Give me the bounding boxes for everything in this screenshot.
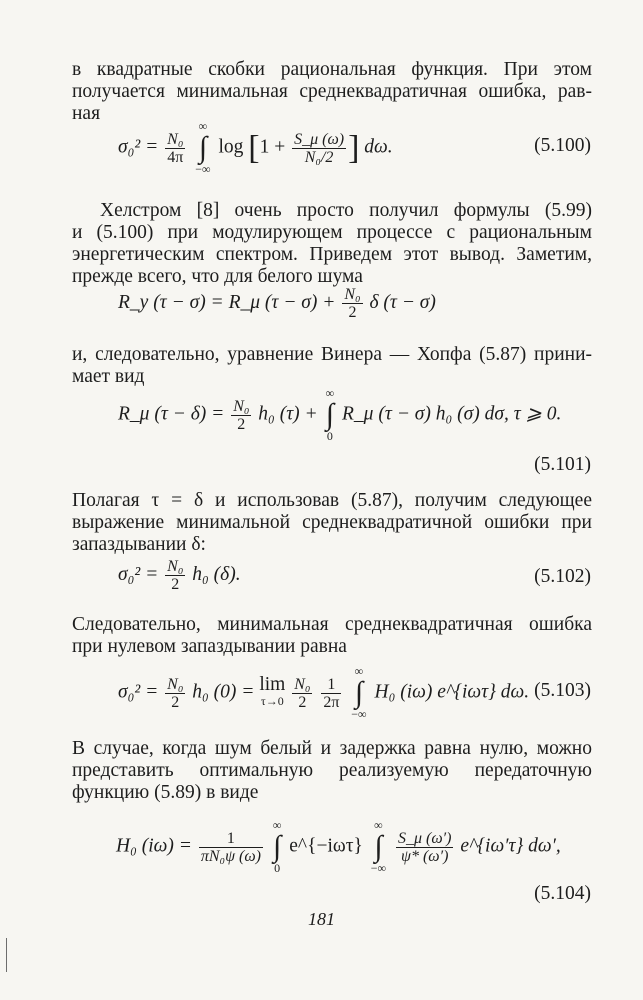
equation-5-102 (0, 558, 643, 593)
text-line: запаздывании δ: (72, 534, 206, 555)
eq-fraction: $\frac{\text{N₀}}{2}$ (233, 397, 250, 433)
text-line: Следовательно, минимальная среднеквадратичная ошибка (72, 614, 592, 635)
eq-mid: e^{−iωτ} (289, 835, 363, 857)
text-line: и (5.100) при модулирующем процессе с рациональным (72, 222, 592, 243)
text-line: представить оптимальную реализуемую передаточную (72, 760, 592, 781)
eq-fraction: $\frac{1}{2\pi}$ (323, 675, 340, 711)
eq-fraction: $\frac{\text{N₀}}{4\pi}$ (167, 130, 184, 166)
eq-tail: δ (τ − σ) (369, 291, 436, 313)
text-line: мает вид (72, 366, 145, 387)
equation-number: (5.103) (534, 680, 591, 701)
eq-tail: h₀ (δ). (192, 563, 241, 585)
text-line: при нулевом запаздывании равна (72, 636, 347, 657)
eq-tail: dω. (364, 136, 393, 158)
eq-lhs: σ₀² = (118, 681, 159, 703)
text-line: и, следовательно, уравнение Винера — Хопфа (5.87) прини- (72, 344, 592, 365)
eq-lhs: σ₀² = (118, 563, 159, 585)
eq-fraction: $\frac{\text{N₀}}{2}$ (167, 675, 184, 711)
integral-sign: ∞ ∫ 0 (325, 386, 335, 443)
equation-5-101 (0, 386, 643, 475)
limit-operator: lim τ→0 (259, 674, 286, 708)
text-line: Полагая τ = δ и использовав (5.87), получим следующее (72, 490, 592, 511)
eq-fraction: $\frac{\text{N₀}}{2}$ (344, 286, 361, 321)
eq-tail: R_μ (τ − σ) h₀ (σ) dσ, τ ⩾ 0. (342, 403, 562, 425)
integral-sign: ∞ ∫ −∞ (351, 664, 367, 721)
eq-fraction: $\frac{\text{N₀}}{2}$ (167, 558, 184, 593)
text-line: прежде всего, что для белого шума (72, 266, 363, 287)
eq-fraction: $\frac{1}{\text{πN₀ψ (ω)}}$ (200, 829, 261, 865)
equation-number: (5.100) (534, 135, 591, 156)
eq-mid: h₀ (τ) + (258, 403, 318, 425)
text-line: энергетическим спектром. Приведем этот вывод. Заметим, (72, 244, 592, 265)
eq-log: log (218, 136, 244, 158)
eq-tail: e^{iω′τ} dω′, (460, 835, 561, 857)
text-line: ная (72, 103, 101, 124)
eq-lhs: σ₀² = (118, 136, 159, 158)
page-number: 181 (308, 909, 335, 929)
eq-fraction: $\frac{S\_\mu (\omega')}{\psi* (\omega')}$ (397, 829, 452, 865)
eq-lhs: R_μ (τ − δ) = (118, 403, 225, 425)
text-line: выражение минимальной среднеквадратичной ошибки при (72, 512, 592, 533)
eq-inner-lead: 1 + (259, 136, 286, 158)
text-line: функцию (5.89) в виде (72, 782, 259, 803)
text-line: В случае, когда шум белый и задержка равна нулю, можно (72, 738, 592, 759)
eq-tail: H₀ (iω) e^{iωτ} dω. (374, 681, 530, 703)
equation-number: (5.101) (534, 454, 591, 475)
integral-sign: ∞ ∫ −∞ (195, 119, 211, 176)
equation-5-104 (0, 818, 643, 904)
eq-lhs: R_y (τ − σ) = R_μ (τ − σ) + (118, 291, 336, 313)
bracket-right: ] (348, 129, 360, 167)
equation-ry (0, 286, 643, 321)
eq-lhs: H₀ (iω) = (116, 835, 192, 857)
bracket-left: [ (248, 129, 260, 167)
text-line: Хелстром [8] очень просто получил формулы (5.99) (100, 200, 592, 221)
eq-fraction: $\frac{\text{N₀}}{2}$ (294, 675, 311, 711)
equation-5-100 (0, 119, 643, 176)
integral-sign: ∞ ∫ 0 (272, 818, 282, 875)
eq-inner-fraction: $\frac{S\_\mu (\omega)}{\text{N₀/2}}$ (294, 130, 345, 166)
eq-mid: h₀ (0) = (192, 681, 255, 703)
equation-5-103 (0, 664, 643, 721)
scan-margin-mark (6, 938, 7, 972)
equation-number: (5.104) (534, 883, 591, 904)
text-line: в квадратные скобки рациональная функция. При этом (72, 59, 592, 80)
text-line: получается минимальная среднеквадратичная ошибка, рав- (72, 81, 592, 102)
integral-sign: ∞ ∫ −∞ (370, 818, 387, 875)
equation-number: (5.102) (534, 566, 591, 587)
